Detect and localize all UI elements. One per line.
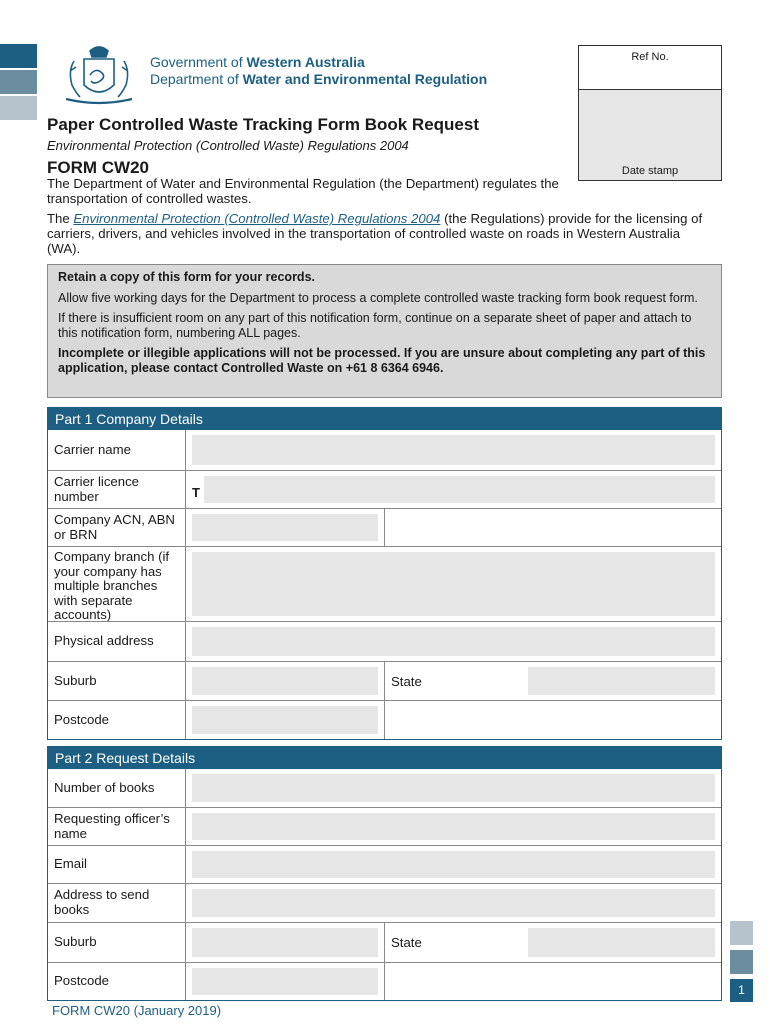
company-acn-blank	[384, 509, 721, 546]
licence-prefix: T	[192, 485, 200, 500]
page-subtitle: Environmental Protection (Controlled Waste) Regulations 2004	[47, 138, 409, 153]
intro-paragraph-2: The Environmental Protection (Controlled Waste) Regulations 2004 (the Regulations) provide for the licensing of carriers, drivers, and vehicles involved in the transportation of controlled waste on roads in Western Australia (WA).	[47, 211, 703, 256]
address-books-row	[48, 883, 721, 922]
physical-address-input[interactable]	[192, 627, 715, 656]
company-acn-label: Company ACN, ABN or BRN	[48, 509, 186, 546]
postcode2-blank	[384, 963, 721, 1000]
part1-heading: Part 1 Company Details	[48, 408, 721, 430]
suburb-label: Suburb	[48, 662, 186, 700]
email-label: Email	[48, 846, 186, 883]
company-acn-input[interactable]	[192, 514, 378, 541]
state-input[interactable]	[528, 667, 715, 695]
carrier-name-label: Carrier name	[48, 430, 186, 470]
part1-section	[47, 407, 722, 740]
notice-incomplete-warning: Incomplete or illegible applications will not be processed. If you are unsure about completing any part of this application, please contact Controlled Waste on +61 8 6364 6946.	[58, 346, 706, 375]
suburb-row	[48, 661, 721, 700]
carrier-licence-input[interactable]	[204, 476, 715, 503]
postcode2-row	[48, 962, 721, 1000]
date-stamp-area	[579, 90, 721, 180]
postcode-input[interactable]	[192, 706, 378, 734]
officer-name-label: Requesting officer’s name	[48, 808, 186, 845]
side-tab-light	[0, 96, 37, 120]
company-branch-label: Company branch (if your company has multiple branches with separate accounts)	[48, 547, 186, 621]
ref-no-label: Ref No.	[579, 46, 721, 90]
carrier-licence-label: Carrier licence number	[48, 471, 186, 508]
officer-name-input[interactable]	[192, 813, 715, 840]
postcode2-input[interactable]	[192, 968, 378, 995]
address-books-label: Address to send books	[48, 884, 186, 922]
part2-heading: Part 2 Request Details	[48, 747, 721, 769]
date-stamp-label: Date stamp	[621, 165, 679, 177]
carrier-name-input[interactable]	[192, 435, 715, 465]
suburb2-row	[48, 922, 721, 962]
state2-label: State	[384, 923, 522, 962]
state-label: State	[384, 662, 522, 700]
officer-name-row	[48, 807, 721, 845]
company-acn-row	[48, 508, 721, 546]
regulations-link[interactable]: Environmental Protection (Controlled Waste) Regulations 2004	[73, 211, 441, 226]
postcode-blank	[384, 701, 721, 739]
part2-section	[47, 746, 722, 1001]
address-books-input[interactable]	[192, 889, 715, 917]
side-tab-mid	[0, 70, 37, 94]
department-name: Department of Water and Environmental Regulation	[150, 71, 488, 87]
page-number: 1	[730, 979, 753, 1002]
right-tab-mid	[730, 950, 753, 974]
notice-insufficient-room: If there is insufficient room on any part of this notification form, continue on a separate sheet of paper and attach to this notification form, numbering ALL pages.	[58, 311, 692, 340]
suburb-input[interactable]	[192, 667, 378, 695]
side-tab-dark	[0, 44, 37, 68]
suburb2-label: Suburb	[48, 923, 186, 962]
carrier-name-row	[48, 430, 721, 470]
form-footer: FORM CW20 (January 2019)	[52, 1003, 222, 1018]
number-of-books-input[interactable]	[192, 774, 715, 802]
carrier-licence-row	[48, 470, 721, 508]
notice-box	[47, 264, 722, 398]
email-input[interactable]	[192, 851, 715, 878]
company-branch-row	[48, 546, 721, 621]
number-of-books-row	[48, 769, 721, 807]
number-of-books-label: Number of books	[48, 769, 186, 807]
postcode-row	[48, 700, 721, 739]
notice-retain-copy: Retain a copy of this form for your records.	[58, 270, 315, 284]
form-number: FORM CW20	[47, 158, 149, 177]
intro-paragraph-1: The Department of Water and Environmental Regulation (the Department) regulates the transportation of controlled wastes.	[47, 176, 559, 206]
postcode-label: Postcode	[48, 701, 186, 739]
company-branch-input[interactable]	[192, 552, 715, 616]
physical-address-label: Physical address	[48, 622, 186, 661]
page-title: Paper Controlled Waste Tracking Form Book Request	[47, 115, 480, 134]
wa-crest-logo	[60, 41, 138, 111]
state2-input[interactable]	[528, 928, 715, 957]
right-tab-light	[730, 921, 753, 945]
email-row	[48, 845, 721, 883]
physical-address-row	[48, 621, 721, 661]
notice-processing-time: Allow five working days for the Department to process a complete controlled waste tracking form book request form.	[58, 290, 698, 305]
office-use-box	[578, 45, 722, 181]
suburb2-input[interactable]	[192, 928, 378, 957]
postcode2-label: Postcode	[48, 963, 186, 1000]
government-name: Government of Western Australia	[150, 54, 365, 70]
